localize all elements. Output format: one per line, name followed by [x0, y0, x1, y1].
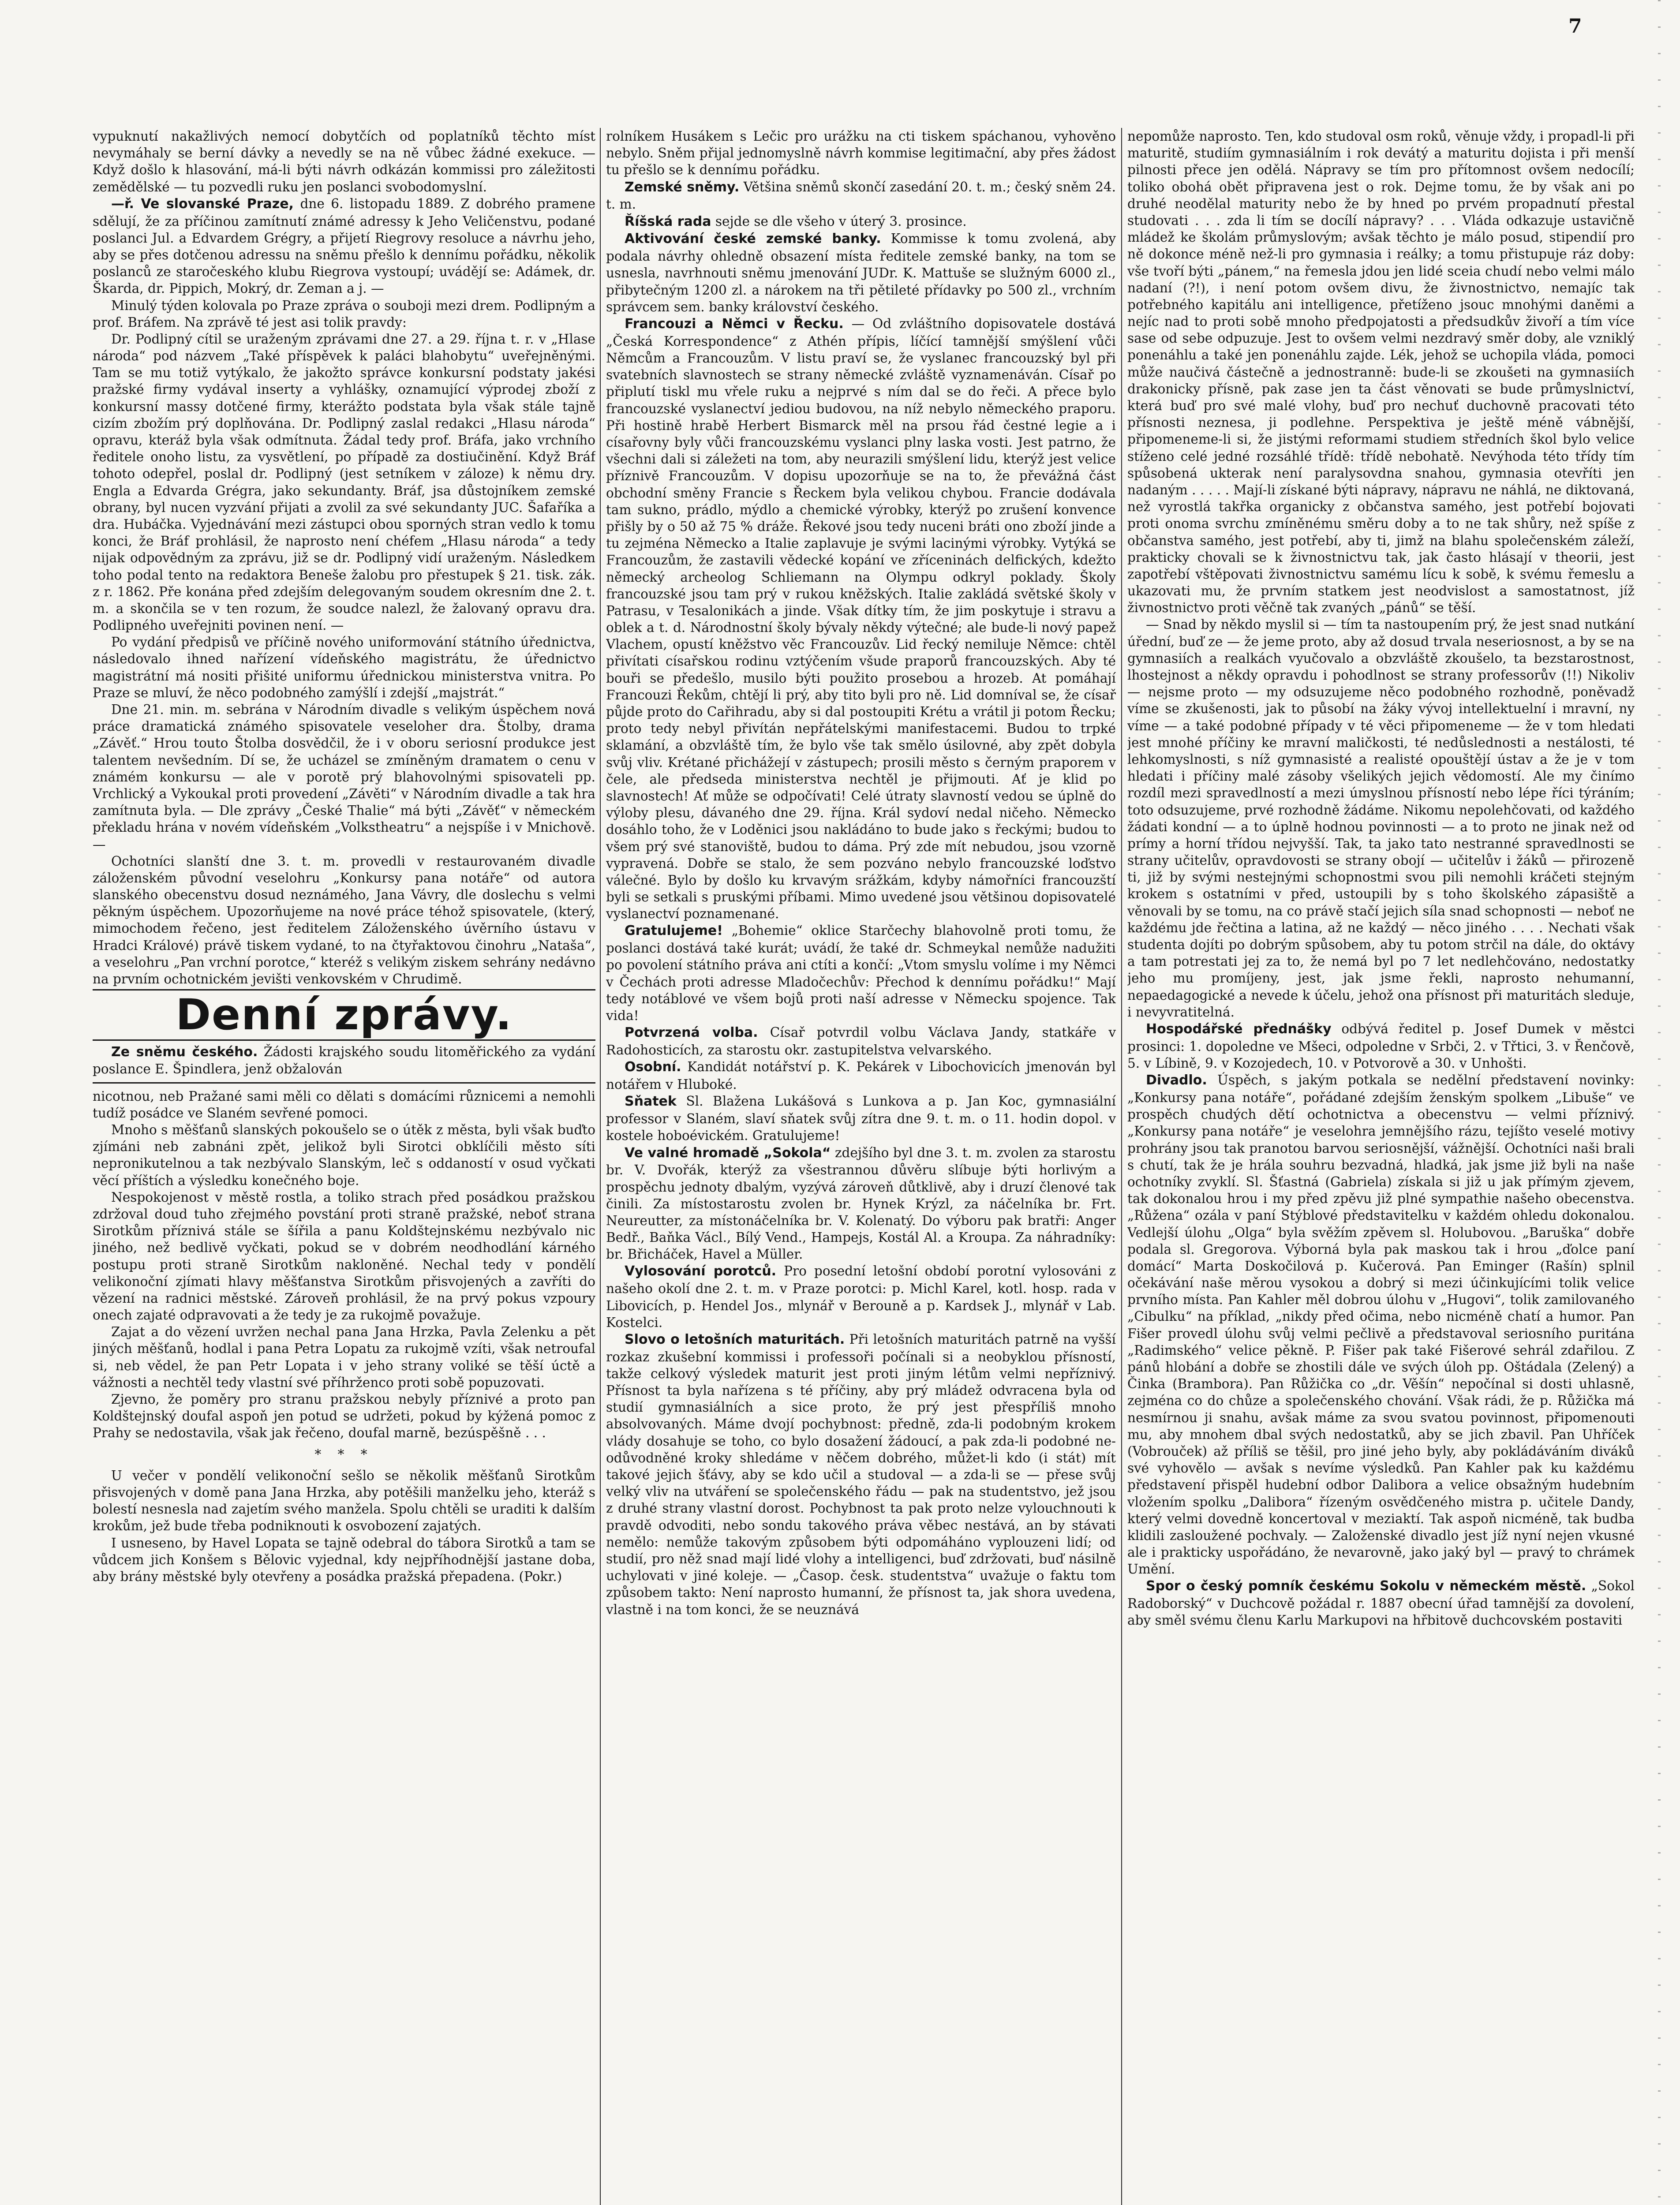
item-heading: Spor o český pomník českému Sokolu v německém městě. [1146, 1578, 1586, 1594]
news-item [606, 315, 1116, 922]
paragraph: Dr. Podlipný cítil se uraženým zprávami dne 27. a 29. října t. r. v „Hlase národa“ pod názvem „Také příspěvek k paláci blahobytu“ uveřejněnými. Tam se mu totiž vytýkalo, že jakožto správce konkursní podstaty jakési pražské firmy vydával inserty a vyhlášky, oznamující výprodej zboží z konkursní massy dotčené firmy, kterážto podstata byla však stále tajně cizím zbožím prý doplňována. Dr. Podlipný zaslal redakci „Hlasu národa“ opravu, kteráž byla však odmítnuta. Žádal tedy prof. Bráfa, jako vrchního ředitele onoho listu, za vysvětlení, po případě za dostiučinění. Když Bráf tohoto odepřel, poslal dr. Podlipný (jest setníkem v záloze) k němu dry. Engla a Edvarda Grégra, jako sekundanty. Bráf, jsa důstojníkem zemské obrany, byl nucen vyzvání přijati a zvolil za své sekundanty JUC. Šafaříka a dra. Hubáčka. Vyjednávání mezi zástupci obou sporných stran vedlo k tomu konci, že Bráf prohlásil, že naprosto není chéfem „Hlasu národa“ a tedy nijak odpovědným za zprávu, již se dr. Podlipný vidí uraženým. Následkem toho podal tento na redaktora Beneše žalobu pro přestupek § 21. tisk. zák. z r. 1862. Pře konána před zdejším delegovaným soudem okresním dne 2. t. m. a skončila se v ten rozum, že soudce nalezl, že žalovaný opravu dra. Podlipného uveřejniti povinen není. — [93, 331, 595, 633]
paragraph: Zjevno, že poměry pro stranu pražskou nebyly příznivé a proto pan Koldštejnský doufal aspoň jen potud se udržeti, pokud by kýžená pomoc z Prahy se nedostavila, však jak řečeno, doufal marně, bezúspěšně . . . [93, 1392, 595, 1441]
paragraph: Nespokojenost v městě rostla, a toliko strach před posádkou pražskou zdržoval doud tuho zřejmého povstání proti straně pražské, neboť strana Sirotkům příznivá stále se šířila a panu Koldštejnskému nezbývalo nic jiného, než bedlivě vyčkati, pokud se v dobrém neodhodlání kárného postupu proti straně Sirotkům nakloněné. Nechal tedy v pondělí velikonoční zjímati hlavy měšťanstva Sirotkům přisvojených a zavříti do vězení na radnici městské. Zároveň prohlásil, že na prvý pokus vzpoury onech zajaté odpravovati a že tedy je za rukojmě považuje. [93, 1189, 595, 1323]
paragraph: Mnoho s měšťanů slanských pokoušelo se o útěk z města, byli však buďto zjímáni neb zabnáni zpět, jelikož byli Sirotci obklíčili město síti nepronikutelnou a tak nezbývalo Slanským, leč s oddaností v osud vyčkati věcí příštích a výsledku konečného boje. [93, 1122, 595, 1188]
page-edge [1658, 0, 1661, 2205]
item-body: Žádosti krajského soudu litoměřického za vydání poslance E. Špindlera, jenž obžalován [93, 1044, 595, 1077]
item-body: dne 6. listopadu 1889. Z dobrého pramene sdělují, že za příčinou zamítnutí známé adressy k Jeho Veličenstvu, podané poslanci Jul. a Edvardem Grégry, a přijetí Riegrovy resoluce a návrhu jeho, aby se přes dotčenou adressu na sněmu přešlo k dennímu pořádku, několik poslanců ze staročeského klubu Riegrova vystoupí; uvádějí se: Adámek, dr. Škarda, dr. Pippich, Mokrý, dr. Zeman a j. — [93, 196, 595, 296]
item-heading: Potvrzená volba. [625, 1025, 758, 1041]
item-heading: Hospodářské přednášky [1146, 1021, 1332, 1037]
news-item [1127, 1577, 1635, 1629]
paragraph: nicotnou, neb Pražané sami měli co dělati s domácími různicemi a nemohli tudíž posádce ve Slaném sevřené pomoci. [93, 1088, 595, 1121]
item-body: Většina sněmů skončí zasedání 20. t. m.; český sněm 24. t. m. [606, 179, 1116, 212]
item-body: — Od zvláštního dopisovatele dostává „Česká Korrespondence“ z Athén přípis, líčící tamnější smýšlení vůči Němcům a Francouzům. V listu praví se, že vyslanec francouzský byl při svatebních slavnostech se strany německé zvláště vyznamenáván. Císař po připlutí tiskl mu vřele ruku a nejprvé s ním dal se do řeči. A přece bylo francouzské vyslanectví jediou budovou, na níž nebylo německého praporu. Při hostině hrabě Herbert Bismarck měl na prsou řád čestné legie a i císařovny byly vůči francouzskému vyslanci plny laska vosti. Jest patrno, že všechni dali si záležeti na tom, aby neurazili smýšlení lidu, kterýž jest velice příznivě Francouzům. V dopisu upozorňuje se na to, že převážná část obchodní směny Francie s Řeckem byla velikou chybou. Francie dodávala tam sukno, prádlo, mýdlo a chemické výrobky, kterýž po zrušení konvence přišly by o 50 až 75 % dráže. Řekové jsou tedy nuceni bráti ono zboží jinde a tu zejména Německo a Italie zaplavuje je svými lacinými výrobky. Vytýká se Francouzům, že zastavili vědecké kopání ve zříceninách delfických, kdežto německý archeolog Schliemann na Olympu odkryl poklady. Školy francouzské jsou tam prý v rukou kněžských. Italie zakládá světské školy v Patrasu, v Tesalonikách a jinde. Však dítky tím, že jim poskytuje i stravu a oblek a t. d. Národnostní školy bývaly někdy výtečné; ale bude-li nový papež Vlachem, opustí kněžstvo věc Francouzův. Lid řecký nemiluje Němce: chtěl přivítati císařskou rodinu vztýčením všude praporů francouzských. Aby té bouři se předešlo, musilo býti použito prosebou a hrozeb. At pomáhají Francouzi Řekům, chtějí li prý, aby tito byli pro ně. Lid domníval se, že císař půjde proto do Cařihradu, aby si dal postoupiti Krétu a vrátil ji potom Řecku; proto tedy nebyl přivítán nepřátelskými manifestacemi. Budou to trpké sklamání, a obzvláště tím, že bylo vše tak smělo úsilovné, aby zpět dobyla svůj vliv. Krétané přichážejí v zástupech; prosili město s černým praporem v čele, ale předseda ministerstva nechtěl je přijmouti. Ať je klid po slavnostech! Ať může se odpočívati! Celé útraty slavností vedou se úplně do výloby plesu, dávaného dne 29. října. Král sydoví nedal ničeho. Německo dosáhlo toho, že v Loděnici jsou nakládáno to bude jako s řeckými; budou to všem prý své stanoviště, budou to dáma. Prý zde mít nebudou, jsou vzorně vypravená. Dobře se stalo, že sem pozváno nebylo francouzské loďstvo válečné. Bylo by došlo ku krvavým srážkám, kdyby námořníci francouzští byli se setkali s pruskými příbami. Mimo uvedené jsou většinou dopisovatelé vyslanectví poznamenané. [606, 316, 1116, 922]
news-item [606, 1093, 1116, 1144]
news-item [1127, 1072, 1635, 1577]
news-item [93, 1043, 595, 1078]
news-item [606, 213, 1116, 231]
news-item [93, 195, 595, 297]
paragraph: Ochotníci slanští dne 3. t. m. provedli v restaurovaném divadle záloženském původní veselohru „Konkursy pana notáře“ od autora slanského obecenstvu dosud neznámého, Jana Vávry, dle doslechu s velmi pěkným úspěchem. Upozorňujeme na nové práce téhož spisovatele, (který, mimochodem řečeno, jest ředitelem Záloženského úvěrního ústavu v Hradci Králové) právě tiskem vydané, to na čtyřaktovou činohru „Nataša“, a veselohru „Pan vrchní porotce,“ kteréž s velikým ziskem sehrány nedávno na prvním ochotnickém jevišti venkovském v Chrudimě. [93, 853, 595, 987]
paragraph: I usneseno, by Havel Lopata se tajně odebral do tábora Sirotků a tam se vůdcem jich Konšem s Bělovic vyjednal, kdy nejpříhodnější jastane doba, aby brány městské byly otevřeny a posádka pražská přepadena. (Pokr.) [93, 1535, 595, 1584]
item-heading: Osobní. [625, 1059, 681, 1075]
item-body: Při letošních maturitách patrně na vyšší rozkaz zkušební kommissi i professoři počínali si a neobyklou přísností, takže celkový výsledek maturit jest proti jiným létům velmi nepříznivý. Přísnost ta byla nařízena s té příčiny, aby prý mládež odvracena byla od studií gymnasiálních a sice proto, že prý jest přespříliš mnoho absolvovaných. Máme dvojí pochybnost: předně, zda-li podobným krokem vlády dosahuje se toho, co bylo dosažení žádoucí, a pak zda-li podobné ne-odůvodněné kroky shledáme v něčem dobrého, můžet-li kdo (i stát) mít takové jejich šťávy, aby se kdo učil a studoval — a zda-li se — přese svůj velký vliv na utváření se společenského řádu — pak na studentstvo, jež jsou z druhé strany vlastní dorost. Pochybnost ta pak proto nelze vylouchnouti k pravdě odvoditi, nebo sondu takového práva věbec nestává, an by stávati nemělo: nemůže takovým způsobem býti odpomáháno vyplouzeni lidí; od studií, pro něž snad mají lidé vlohy a intelligenci, buď zdržovati, buď násilně uchylovati v jiné koleje. — „Časop. česk. studentstva“ uvažuje o faktu tom způsobem takto: Není naprosto humanní, že přísnost ta, jak shora uvedena, vlastně i na tom konci, že se neuznává [606, 1331, 1116, 1617]
feuilleton-rule [93, 1082, 595, 1084]
item-heading: Sňatek [625, 1094, 677, 1110]
item-body: „Sokol Radoborský“ v Duchcově požádal r. 1887 obecní úřad tamnější za dovolení, aby směl svému členu Karlu Markupovi na hřbitově duchcovském postaviti [1127, 1578, 1635, 1628]
item-heading: Gratulujeme! [625, 923, 723, 939]
news-item [606, 1263, 1116, 1330]
item-body: Kandidát notářství p. K. Pekárek v Libochovicích jmenován byl notářem v Hluboké. [606, 1059, 1116, 1092]
paragraph: Minulý týden kolovala po Praze zpráva o souboji mezi drem. Podlipným a prof. Bráfem. Na zprávě té jest asi tolik pravdy: [93, 298, 595, 330]
item-heading: Divadlo. [1146, 1073, 1207, 1088]
news-item [606, 1331, 1116, 1618]
item-heading: Ze sněmu českého. [111, 1044, 258, 1060]
item-body: sejde se dle všeho v úterý 3. prosince. [715, 213, 967, 229]
paragraph: rolníkem Husákem s Lečic pro urážku na cti tiskem spáchanou, vyhověno nebylo. Sněm přijal jednomyslně návrh kommise legitimační, aby přes žádost tu přešlo se k dennímu pořádku. [606, 129, 1116, 178]
item-body: Pro posední letošní období porotní vylosováni z našeho okolí dne 2. t. m. v Praze porotci: p. Michl Karel, kotl. hosp. rada v Libovicích, p. Hendel Jos., mlynář v Berouně a p. Kardsek J., mlynář v Lab. Kostelci. [606, 1263, 1116, 1330]
paragraph: Zajat a do vězení uvržen nechal pana Jana Hrzka, Pavla Zelenku a pět jiných měšťanů, hodlal i pana Petra Lopatu za rukojmě vzíti, však netroufal si, neb vědel, že pan Petr Lopata i v jeho strany voliké se těší úctě a vážnosti a nechtěl tedy vlastní své příhrženco proti sobě popuzovati. [93, 1324, 595, 1390]
item-heading: —ř. Ve slovanské Praze, [111, 196, 294, 212]
item-heading: Francouzi a Němci v Řecku. [625, 316, 844, 332]
news-item [606, 1058, 1116, 1093]
news-item [606, 230, 1116, 315]
item-body: odbývá ředitel p. Josef Dumek v městci prosinci: 1. dopoledne ve Mšeci, odpoledne v Srbči, 2. v Třtici, 3. v Řenčově, 5. v Líbině, 9. v Kozojedech, 10. v Potvorově a 30. v Unhošti. [1127, 1021, 1635, 1071]
item-body: „Bohemie“ oklice Starčechy blahovolně proti tomu, že poslanci dostává také kurát; uvádí, že také dr. Schmeykal nemůže nadužiti po povolení státního práva ani ctíti a končí: „Vtom smyslu volíme i my Němci v Čechách proti adresse Mladočechův: Přechod k dennímu pořádku!“ Mají tedy notáblové ve všem bojů proti naší adresse v Německu spojence. Tak vida! [606, 923, 1116, 1024]
paragraph: nepomůže naprosto. Ten, kdo studoval osm roků, věnuje vždy, i propadl-li při maturitě, studiím gymnasiálním i rok devátý a maturitu dojista i při menší pilnosti přece jen odělá. Nápravy se tím pro přítomnost ovšem nedocílí; toliko obohá obět připravena jest o rok. Dejme tomu, že by však ani po druhé neodělal maturity nebo že by hned po prvém propadnutí přestal studovati . . . zda li tím se docílí nápravy? . . . Vláda odkazuje ustavičně mládež ke školám průmyslovým; avšak těchto je málo posud, stipendií pro ně dokonce méně než-li pro gymnasia i reálky; a tomu přistupuje ráz doby: vše tvoří býti „pánem,“ na řemesla jdou jen lidé sceia chudí nebo velmi málo nadaní (?!), i není potom ovšem divu, že živnostnictvo, nemajíc tak potřebného kapitálu ani intelligence, přetíženo jsouc mnohými daněmi a nejíc nad to proti sobě mnoho předpojatosti a předsudkův živoří a tím více sase od sebe odpuzuje. Jest to ovšem velmi nezdravý směr doby, ale vzniklý ponenáhlu a také jen ponenáhlu zajde. Lék, jehož se uchopila vláda, pomoci může naučivá částečně a jednostranně: bude-li se zkoušeti na gymnasiích drakonicky přísně, pak zase jen ta část věnovati se bude průmyslnictví, která buď pro své malé vlohy, buď pro nechuť duchovně pracovati této přísnosti neznesa, ji podlehne. Perspektiva je ještě méně vábnější, připomeneme-li si, že jistými reformami studiem středních škol bylo velice stíženo celé jedné rozsáhlé třídě: třídě nebohatě. Nevýhoda této třídy tím spůsobená ukterak není paralysovdna snahou, gymnasia otevříti jen nadaným . . . . . Mají-li získané býti nápravy, nápravu ne náhlá, ne diktovaná, než vyrostlá takřka organicky z občanstva samého, jest potřebí bojovati proti onoma svrchu zmíněnému směru doby a to ne tak shůry, než spíše z občanstva samého, jest potřebí, aby ti, jimž na blahu společenském záleží, prakticky chovali se k živnostnictvu tak, jak často hlásají v theorii, jest zapotřebí vštěpovati živnostnictvu samému lícu k sobě, k svému řemeslu a ukazovati mu, že prvním statkem jest neodvislost a samostatnost, jíž živnostnictvo proti věčně tak zvaných „pánů“ se těší. [1127, 129, 1635, 616]
news-item [606, 179, 1116, 213]
column-divider [600, 128, 601, 2205]
item-heading: Říšská rada [625, 213, 711, 229]
item-body: Úspěch, s jakým potkala se nedělní představení novinky: „Konkursy pana notáře“, pořádané zdejším ženským spolkem „Libuše“ ve prospěch chudých dětí ochotnictva a obecenstvu — velmi příznivý. „Konkursy pana notáře“ je veselohra jemnějšího rázu, tejíšto veselé motivy prohrány jsou tak pranotou barvou seriosnější, vážnější. Ochotníci naši brali s chutí, tak že je hrála souhru bezvadná, hladká, jak jsme již byli na naše ochotníky zvyklí. Sl. Šťastná (Gabriela) získala si již u jak přímým zjevem, tak dokonalou hrou i my před zpěvu již plné sympathie našeho obecenstva. „Růžena“ ozála v paní Stýblové představitelku v každém ohledu dokonalou. Vedlejší úlohu „Olga“ byla svěžím zpěvem sl. Holubovou. „Baruška“ dobře podala sl. Gregorova. Výborná byla pak maskou tak i hrou „ďolce paní domácí“ Marta Doskočilová p. Kučerová. Pan Eminger (Rašín) splnil očekávání naše měrou vysokou a dobrý si mezi účinkujícími tolik velice prvního místa. Pan Kahler měl dobrou úlohu v „Hugovi“, tolik zamilovaného „Cibulku“ na příklad, „nikdy před očima, nebo nicméně chatí a humor. Pan Fišer provedl úlohu svůj velmi pečlivě a představoval seriosního puritána „Radimského“ velice pěkně. P. Fišer pak také Fišerové sehrál zdařilou. Z pánů hlobání a dobře se zhostili dále ve svých úloh pp. Oštádala (Zelený) a Činka (Brambora). Pan Růžička co „dr. Věšín“ nepočínal si dosti uhlasně, zejména co do chůze a společenského chování. Však rádi, že p. Růžička má nesmírnou ji snahu, avšak máme za svou svatou povinnost, připomenouti mu, aby mnohem dbal svých nedostatků, aby se jich zbavil. Pan Uhříček (Vobrouček) až příliš se těšil, pro jiné jeho byly, aby pokládáváním diváků své vyhovělo — avšak s nevíme výsledků. Pan Kahler pak ku každému představení přispěl hudební odbor Dalibora a velice obsažným hudebním vložením spolku „Dalibora“ řízeným osvědčeného mistra p. učitele Dandy, který velmi dovedně koncertoval v meziaktí. Tak aspoň nicméně, tak budba klidili zasloužené pochvaly. — Založenské divadlo jest jíž nyní nejen vkusné ale i prakticky uspořádáno, že nevarovně, jako jaký byl — pravý to chrámek Umění. [1127, 1073, 1635, 1577]
paragraph: U večer v pondělí velikonoční sešlo se několik měšťanů Sirotkům přisvojených v domě pana Jana Hrzka, aby potěšili manželku jeho, kteráž s bolestí nesnesla nad zajetím svého manžela. Spolu chtěli se uraditi k dalším krokům, jež bude třeba podniknouti k osvobození zajatých. [93, 1468, 595, 1534]
separator: * * * [314, 1446, 374, 1462]
paragraph: Dne 21. min. m. sebrána v Národním divadle s velikým úspěchem nová práce dramatická známého spisovatele veseloher dra. Štolby, drama „Závěť.“ Hrou touto Štolba dosvědčil, že i v oboru seriosní produkce jest talentem nevšedním. Dí se, že ucházel se zmíněným dramatem o cenu v známém konkursu — ale v porotě prý blahovolnými spisovateli pp. Vrchlický a Vykoukal proti provedení „Závěti“ v Národním divadle a tak hra zamítnuta byla. — Dle zprávy „České Thalie“ má býti „Závěť“ v německém překladu hrána v novém vídeňském „Volkstheatru“ a nejspíše i v Mnichově. — [93, 702, 595, 852]
page-number: 7 [1568, 15, 1582, 37]
news-item [606, 1024, 1116, 1058]
news-item [606, 1144, 1116, 1263]
item-body: Sl. Blažena Lukášová s Lunkova a p. Jan Koc, gymnasiální professor v Slaném, slaví sňatek svůj zítra dne 9. t. m. o 11. hodin dopol. v kostele hoboévickém. Gratulujeme! [606, 1094, 1116, 1144]
paragraph: vypuknutí nakažlivých nemocí dobytčích od poplatníků těchto míst nevymáhaly se berní dávky a nevedly se na ně vůbec žádné exekuce. — Když došlo k hlasování, má-li býti návrh odkázán kommissi pro záležitosti zemědělské — tu pozvedli ruku jen poslanci svobodomyslní. [93, 129, 595, 194]
news-item [1127, 1020, 1635, 1072]
item-heading: Ve valné hromadě „Sokola“ [625, 1145, 831, 1161]
item-body: Císař potvrdil volbu Václava Jandy, statkáře v Radohosticích, za starostu okr. zastupitelstva velvarského. [606, 1025, 1116, 1058]
paragraph: — Snad by někdo myslil si — tím ta nastoupením prý, že jest snad nutkání úřední, buď ze — že jeme proto, aby až dosud trvala neseriosnost, a by se na gymnasiích a realkách vyučovalo a obzvláště zkoušelo, ta bezstarostnost, lhostejnost a někdy opravdu i pohodlnost se strany professorův (!!) Nikoliv — nejsme proto — my odsuzujeme něco podobného rozhodně, poněvadž víme se zkušenosti, jak to působí na žáky vývoj intellektuelní i mravní, ny víme — a také podobné případy v té věci připomeneme — že v tom hledati jest mnohé příčiny ke mravní maličkosti, té nedůslednosti a nestálosti, té lehkomyslnosti, s níž gymnasisté a realisté opouštějí ústav a že je v tom hledati i příčiny malé zásoby všelikých jejich vědomostí. Ale my činímo rozdíl mezi spravedlností a mezi úmyslnou přísností nebo lépe říci týráním; toto odsuzujeme, prvé rozhodně žádáme. Nikomu nepolehčovati, od každého žádati kondní — a to úplně hodnou povinnosti — a to proto ne jinak než od prímy a horní třídou nejvyšší. Tak, ta jako tato nestranné spravedlnosti se strany učitelův, opravdovosti se strany obojí — učitelův i žáků — přirozeně ti, již by svými nestejnými schopnostmi svou pili nemohli kráčeti stejným krokem s ostatními v před, ustoupili by s toho školského zápasiště a věnovali by se tomu, na co právě stačí jejich síla snad schopnosti — neboť ne každému jde řečtina a latina, až ne každý — něco jiného . . . . Nechati však studenta dojíti po dobrým spůsobem, aby tu potom strčil na dále, do oktávy a tam potrestati jej za to, že nemá byl po 7 let nedlehčováno, nedostatky jeho mu promíjeny, jest, jak jsme řekli, naprosto nehumanní, nepaedagogické a nevede k účelu, jehož ona přísnost při maturitách sleduje, i nevyvratitelná. [1127, 617, 1635, 1020]
item-heading: Slovo o letošních maturitách. [625, 1331, 845, 1347]
item-body: Kommisse k tomu zvolená, aby podala návrhy ohledně obsazení místa ředitele zemské banky, na tom se usnesla, navrhnouti sněmu jmenování JUDr. K. Mattuše se služným 6000 zl., přibytečným 1200 zl. a nárokem na tři pětileté přídavky po 500 zl., vrchním správcem sem. banky království českého. [606, 231, 1116, 314]
item-body: zdejšího byl dne 3. t. m. zvolen za starostu br. V. Dvořák, kterýž za všestrannou důvěru slíbuje býti horlivým a prospěchu jednoty dbalým, vyzývá zároveň důtklivě, aby i druzí členové tak činili. Za místostarostu zvolen br. Hynek Krýzl, za náčelníka br. Frt. Neureutter, za místonáčelníka br. V. Kolenatý. Do výboru pak bratři: Anger Bedř., Baňka Václ., Bílý Vend., Hampejs, Kostál Al. a Kroupa. Za náhradníky: br. Břicháček, Havel a Müller. [606, 1145, 1116, 1262]
news-item [606, 922, 1116, 1024]
column-right [1127, 128, 1635, 2205]
item-heading: Vylosování porotců. [625, 1263, 777, 1279]
section-title: Denní zprávy. [93, 989, 595, 1040]
paragraph: Po vydání předpisů ve příčině nového uniformování státního úřednictva, následovalo ihned nařízení vídeňského magistrátu, že úřednictvo magistrátní má nositi přišité uniformu úřednickou ministerstva vnitra. Po Praze se mluví, že něco podobného zamýšlí i zdejší „majstrát.“ [93, 635, 595, 700]
item-heading: Zemské sněmy. [625, 179, 740, 195]
item-heading: Aktivování české zemské banky. [625, 231, 881, 247]
column-middle [606, 128, 1116, 2205]
column-left [93, 128, 595, 2205]
column-divider [1121, 128, 1122, 2205]
